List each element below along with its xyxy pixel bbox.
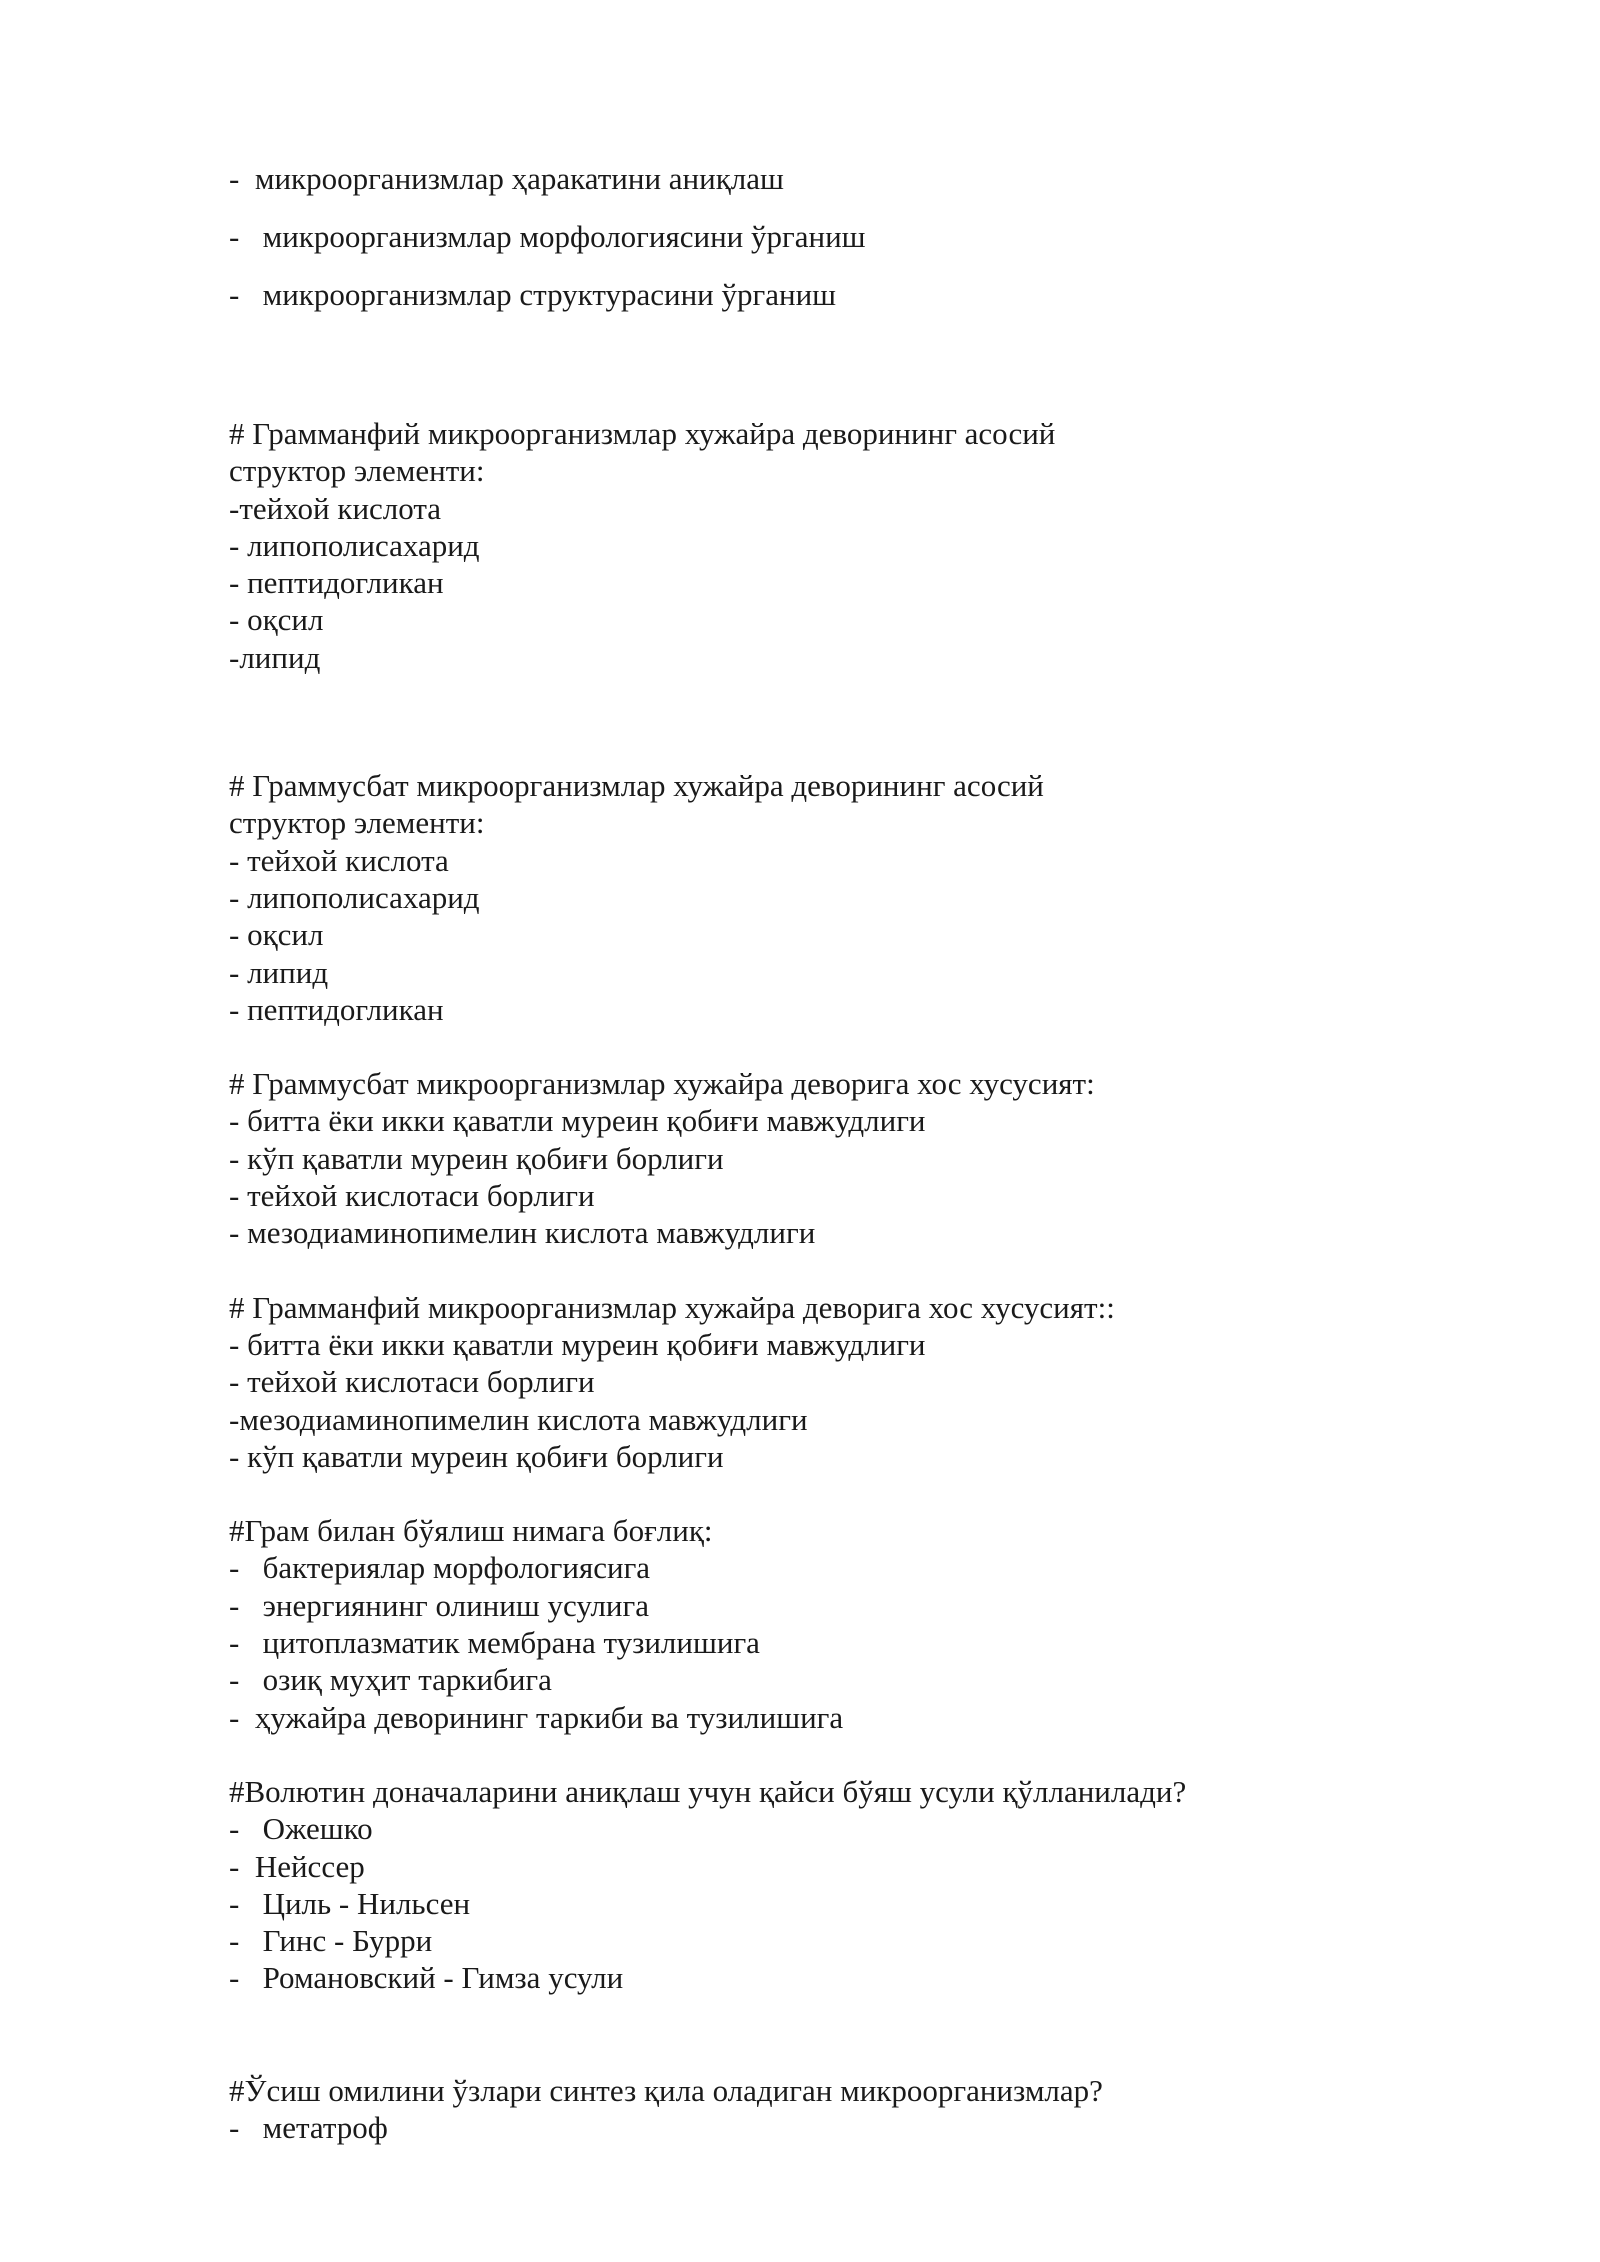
option-line: - пептидогликан: [229, 565, 444, 601]
option-line: - микроорганизмлар структурасини ўрганиш: [229, 277, 837, 312]
question-block: [229, 1289, 1379, 1475]
option-line: - энергиянинг олиниш усулига: [229, 1587, 649, 1623]
option-line: - оқсил: [229, 602, 324, 638]
question-block: [229, 1773, 1379, 1997]
option-line: - метатроф: [229, 2109, 388, 2145]
option-line: - цитоплазматик мембрана тузилишига: [229, 1625, 760, 1661]
question-line: #Волютин доначаларини аниқлаш учун қайси бўяш усули қўлланилади?: [229, 1773, 1187, 1809]
option-line: - битта ёки икки қаватли муреин қобиғи мавжудлиги: [229, 1326, 926, 1362]
option-line: - кўп қаватли муреин қобиғи борлиги: [229, 1140, 724, 1176]
question-block: [229, 767, 1379, 1028]
question-line: структор элементи:: [229, 453, 485, 489]
option-line: - тейхой кислотаси борлиги: [229, 1364, 595, 1400]
option-line: - ҳужайра деворининг таркиби ва тузилишига: [229, 1699, 844, 1735]
option-line: - озиқ муҳит таркибига: [229, 1662, 552, 1698]
question-block: [229, 415, 1379, 676]
option-line: - кўп қаватли муреин қобиғи борлиги: [229, 1438, 724, 1474]
question-line: #Ўсиш омилини ўзлари синтез қила оладиган микроорганизмлар?: [229, 2072, 1103, 2108]
question-block: [229, 1065, 1379, 1251]
option-line: - тейхой кислотаси борлиги: [229, 1178, 595, 1214]
question-line: структор элементи:: [229, 805, 485, 841]
question-line: # Граммусбат микроорганизмлар хужайра деворига хос хусусият:: [229, 1066, 1095, 1102]
option-line: - бактериялар морфологиясига: [229, 1550, 651, 1586]
option-line: - Романовский - Гимза усули: [229, 1960, 624, 1996]
option-line: - микроорганизмлар морфологиясини ўрганиш: [229, 219, 866, 254]
question-line: # Граммусбат микроорганизмлар хужайра деворининг асосий: [229, 768, 1044, 804]
option-line: - липид: [229, 954, 329, 990]
option-line: - Нейссер: [229, 1848, 365, 1884]
option-line: - пептидогликан: [229, 991, 444, 1027]
option-line: - липополисахарид: [229, 879, 480, 915]
question-block: [229, 2072, 1379, 2147]
document-content: [229, 150, 1379, 2146]
option-line: - оқсил: [229, 917, 324, 953]
option-line: - мезодиаминопимелин кислота мавжудлиги: [229, 1215, 816, 1251]
option-line: - битта ёки икки қаватли муреин қобиғи мавжудлиги: [229, 1103, 926, 1139]
question-block: [229, 1512, 1379, 1736]
option-line: - тейхой кислота: [229, 842, 449, 878]
option-line: - Циль - Нильсен: [229, 1885, 471, 1921]
question-line: # Грамманфий микроорганизмлар хужайра деворига хос хусусият::: [229, 1289, 1115, 1325]
question-line: #Грам билан бўялиш нимага боғлиқ:: [229, 1513, 713, 1549]
option-line: -мезодиаминопимелин кислота мавжудлиги: [229, 1401, 808, 1437]
option-line: - микроорганизмлар ҳаракатини аниқлаш: [229, 161, 784, 196]
option-line: -тейхой кислота: [229, 490, 442, 526]
intro-options: [229, 150, 1379, 324]
option-line: -липид: [229, 639, 321, 675]
question-line: # Грамманфий микроорганизмлар хужайра деворининг асосий: [229, 416, 1056, 451]
option-line: - Гинс - Бурри: [229, 1923, 433, 1959]
option-line: - Ожешко: [229, 1811, 373, 1847]
option-line: - липополисахарид: [229, 527, 480, 563]
